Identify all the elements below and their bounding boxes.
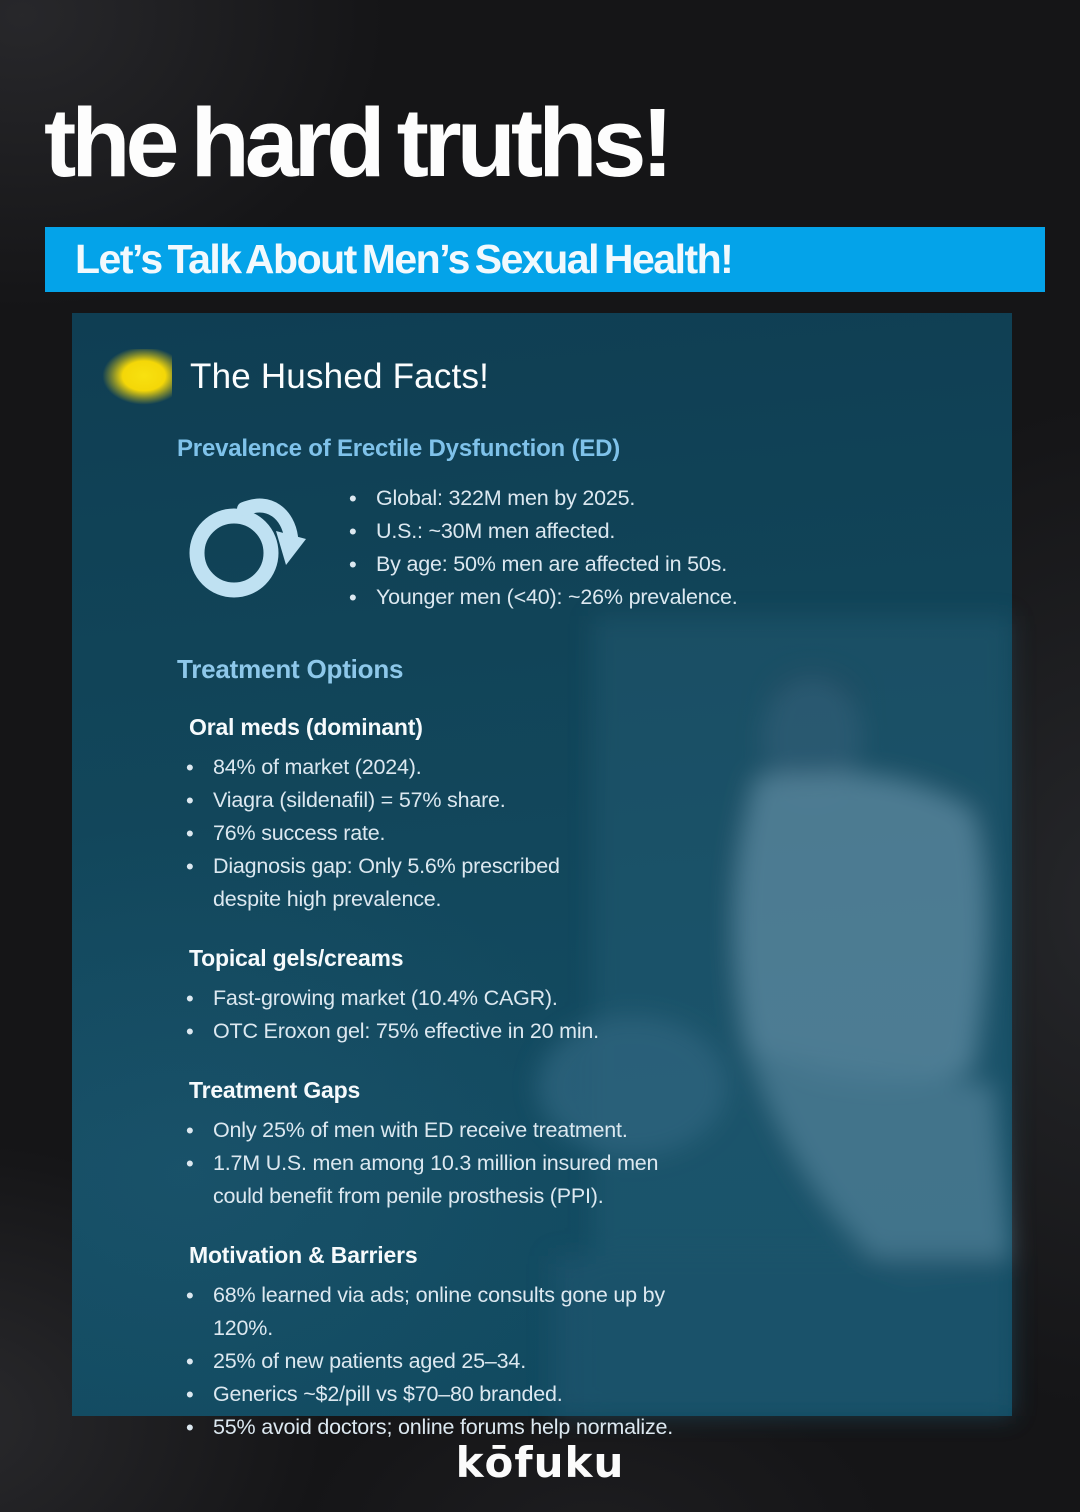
list-item: • Global: 322M men by 2025.: [340, 482, 738, 515]
card-header: [102, 349, 1012, 405]
list-item: • Viagra (sildenafil) = 57% share.: [177, 784, 1012, 817]
list-item: • 84% of market (2024).: [177, 751, 1012, 784]
prevalence-section: [184, 485, 1012, 614]
section-list: [177, 982, 1012, 1048]
list-item: • U.S.: ~30M men affected.: [340, 515, 738, 548]
facts-card: [72, 313, 1012, 1439]
list-item: • Generics ~$2/pill vs $70–80 branded.: [177, 1378, 1012, 1411]
prevalence-title: Prevalence of Erectile Dysfunction (ED): [177, 435, 620, 462]
list-item: • Fast-growing market (10.4% CAGR).: [177, 982, 1012, 1015]
list-item: • 76% success rate.: [177, 817, 1012, 850]
prevalence-list: [340, 482, 738, 614]
card-heading: The Hushed Facts!: [190, 357, 490, 396]
list-item: • 55% avoid doctors; online forums help normalize.: [177, 1411, 1012, 1444]
section-treatment-gaps: [189, 1077, 1012, 1213]
section-topical-gels: [189, 945, 1012, 1048]
section-list: [177, 1279, 1012, 1444]
list-item: • Only 25% of men with ED receive treatment.: [177, 1114, 1012, 1147]
list-item: • OTC Eroxon gel: 75% effective in 20 min.: [177, 1015, 1012, 1048]
list-item: • 68% learned via ads; online consults gone up by 120%.: [177, 1279, 671, 1345]
section-title: Topical gels/creams: [189, 945, 404, 971]
treatment-options-title: Treatment Options: [177, 654, 404, 684]
brand-logo: kōfuku: [455, 1438, 625, 1487]
section-list: [177, 751, 1012, 916]
glow-dot-icon: [102, 349, 172, 405]
section-motivation-barriers: [189, 1242, 1012, 1444]
banner-label: Let’s Talk About Men’s Sexual Health!: [75, 236, 733, 282]
section-title: Oral meds (dominant): [189, 714, 423, 740]
list-item: • 25% of new patients aged 25–34.: [177, 1345, 1012, 1378]
section-oral-meds: [189, 714, 1012, 916]
section-title: Treatment Gaps: [189, 1077, 361, 1103]
page-title: the hard truths!: [44, 88, 669, 197]
list-item: • Younger men (<40): ~26% prevalence.: [340, 581, 738, 614]
circular-arrow-icon: [184, 485, 310, 607]
section-title: Motivation & Barriers: [189, 1242, 418, 1268]
list-item: • Diagnosis gap: Only 5.6% prescribed despite high prevalence.: [177, 850, 605, 916]
list-item: • 1.7M U.S. men among 10.3 million insured men could benefit from penile prosthesis (PPI).: [177, 1147, 695, 1213]
list-item: • By age: 50% men are affected in 50s.: [340, 548, 738, 581]
subtitle-banner: [45, 227, 1045, 292]
section-list: [177, 1114, 1012, 1213]
